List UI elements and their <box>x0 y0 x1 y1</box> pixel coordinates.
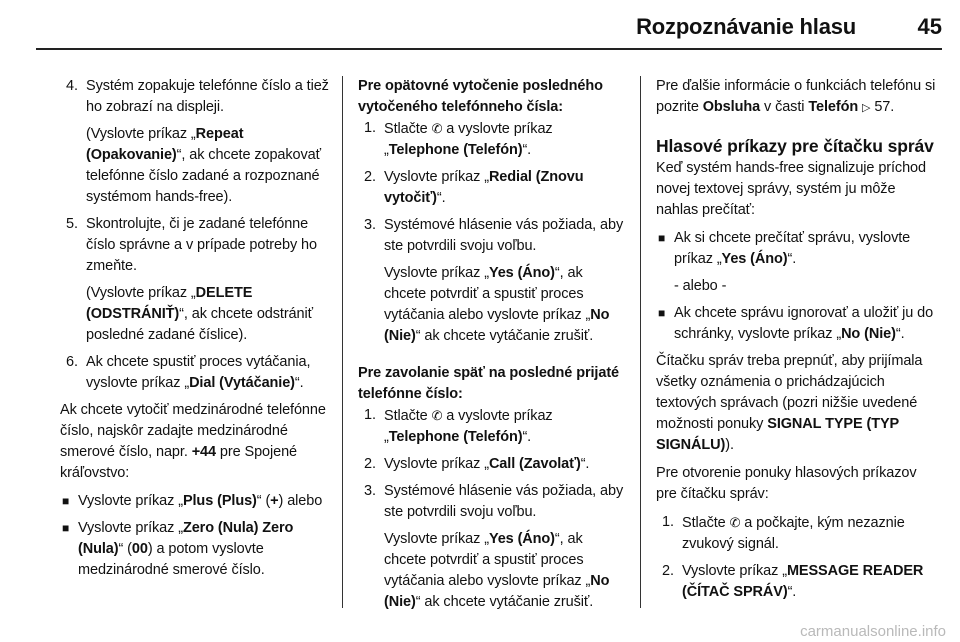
step-text: “. <box>436 190 446 206</box>
voice-command: DELETE (ODSTRÁNIŤ) <box>86 285 253 322</box>
step-text: Vyslovte príkaz „ <box>384 169 489 185</box>
international-paragraph <box>60 400 330 484</box>
step-number: 3. <box>364 483 376 499</box>
note-text: “, ak chcete zopakovať telefónne číslo zadané a rozpoznané systémom hands-free). <box>86 147 321 205</box>
step-number: 1. <box>364 407 376 423</box>
bullet-text: ) alebo <box>278 493 323 509</box>
watermark: carmanualsonline.info <box>800 623 946 640</box>
step-text: “. <box>522 429 532 445</box>
paragraph-text: v časti <box>760 99 809 115</box>
step-3-note <box>358 529 626 613</box>
section-heading: Pre opätovné vytočenie posledného vytočeného telefónneho čísla: <box>358 78 603 115</box>
voice-command: MESSAGE READER (ČÍTAČ SPRÁV) <box>682 563 924 600</box>
step-text: a vyslovte príkaz „ <box>384 408 553 445</box>
bullet-item <box>60 518 330 581</box>
bullet-text: “ ( <box>256 493 271 509</box>
paragraph: Keď systém hands-free signalizuje príchod novej textovej správy, systém ju môže nahlas prečítať: <box>656 160 926 218</box>
paragraph-text: pre Spojené kráľovstvo: <box>60 444 298 481</box>
bullet-item <box>656 228 938 270</box>
step-text: Systémové hlásenie vás požiada, aby ste potvrdili svoju voľbu. <box>384 217 624 254</box>
step-text: Skontrolujte, či je zadané telefónne číslo správne a v prípade potreby ho zmeňte. <box>86 216 317 274</box>
phone-icon: ✆ <box>431 408 443 423</box>
paragraph: Pre otvorenie ponuky hlasových príkazov pre čítačku správ: <box>656 465 917 502</box>
bullet-square-icon: ■ <box>62 521 70 535</box>
note-text: “ ak chcete vytáčanie zrušiť. <box>415 328 594 344</box>
column-3 <box>656 76 938 609</box>
step-number: 4. <box>66 78 78 94</box>
step-1 <box>656 512 938 555</box>
step-number: 2. <box>662 563 674 579</box>
column-1 <box>60 76 330 587</box>
step-3 <box>358 215 626 257</box>
voice-command: No (Nie) <box>384 573 610 610</box>
column-divider <box>640 76 641 608</box>
step-5 <box>60 214 330 277</box>
step-text: “. <box>522 142 532 158</box>
step-text: Stlačte <box>682 515 730 531</box>
bullet-text: “. <box>787 251 797 267</box>
voice-command: Yes (Áno) <box>721 251 788 267</box>
voice-command: Redial (Znovu vytočiť) <box>384 169 584 206</box>
page-reference-icon: ▷ <box>862 102 871 114</box>
header-rule <box>36 48 942 50</box>
bullet-text: ) a potom vyslovte medzinárodné smerové číslo. <box>78 541 265 578</box>
voice-command: Telephone (Telefón) <box>388 429 523 445</box>
paragraph-text: Pre ďalšie informácie o funkciách telefónu si pozrite <box>656 78 936 115</box>
voice-command: Yes (Áno) <box>488 265 555 281</box>
country-code: +44 <box>191 444 216 460</box>
phone-icon: ✆ <box>431 121 443 136</box>
voice-command: Yes (Áno) <box>488 531 555 547</box>
phone-icon: ✆ <box>729 515 741 530</box>
step-number: 3. <box>364 217 376 233</box>
step-3 <box>358 481 626 523</box>
voice-command: Plus (Plus) <box>182 493 257 509</box>
paragraph <box>656 351 938 456</box>
paragraph-text: 57. <box>870 99 895 115</box>
step-number: 1. <box>364 120 376 136</box>
step-2 <box>358 454 626 475</box>
bullet-square-icon: ■ <box>658 231 666 245</box>
reference-link: Telefón <box>808 99 859 115</box>
note-text: “, ak chcete potvrdiť a spustiť proces vytáčania alebo vyslovte príkaz „ <box>384 531 591 589</box>
menu-option: SIGNAL TYPE (TYP SIGNÁLU) <box>656 416 899 453</box>
paragraph-text: Čítačku správ treba prepnúť, aby prijímala všetky oznámenia o prichádzajúcich textových správach (pozri nižšie uvedené možnosti ponuky <box>656 353 923 432</box>
note-text: Vyslovte príkaz „ <box>384 531 489 547</box>
step-text: “. <box>294 375 304 391</box>
voice-command: No (Nie) <box>841 326 896 342</box>
step-4 <box>60 76 330 118</box>
step-text: Stlačte <box>384 121 432 137</box>
step-number: 1. <box>662 514 674 530</box>
column-2 <box>358 76 626 619</box>
voice-command: Call (Zavolať) <box>488 456 581 472</box>
paragraph-text: ). <box>725 437 734 453</box>
step-text: Ak chcete spustiť proces vytáčania, vyslovte príkaz „ <box>86 354 311 391</box>
bullet-item <box>60 491 330 512</box>
step-1 <box>358 405 626 448</box>
step-5-note <box>60 283 330 346</box>
step-text: Systém zopakuje telefónne číslo a tiež ho zobrazí na displeji. <box>86 78 329 115</box>
note-text: (Vyslovte príkaz „ <box>86 285 196 301</box>
step-text: “. <box>787 584 797 600</box>
bullet-square-icon: ■ <box>62 494 70 508</box>
step-2 <box>358 167 626 209</box>
bullet-text: Ak si chcete prečítať správu, vyslovte príkaz „ <box>674 230 911 267</box>
step-2 <box>656 561 938 603</box>
step-4-note <box>60 124 330 208</box>
step-text: a vyslovte príkaz „ <box>384 121 553 158</box>
step-1 <box>358 118 626 161</box>
step-number: 5. <box>66 216 78 232</box>
step-text: Vyslovte príkaz „ <box>682 563 787 579</box>
step-6 <box>60 352 330 394</box>
voice-command: No (Nie) <box>384 307 610 344</box>
symbol: + <box>270 493 279 509</box>
page-title: Rozpoznávanie hlasu <box>636 14 856 39</box>
intro-paragraph <box>656 76 938 119</box>
step-text: Stlačte <box>384 408 432 424</box>
column-divider <box>342 76 343 608</box>
bullet-square-icon: ■ <box>658 306 666 320</box>
symbol: 00 <box>131 541 148 557</box>
section-title: Hlasové príkazy pre čítačku správ <box>656 136 934 156</box>
step-text: a počkajte, kým nezaznie zvukový signál. <box>682 515 905 552</box>
reference-link: Obsluha <box>702 99 761 115</box>
voice-command: Repeat (Opakovanie) <box>86 126 244 163</box>
bullet-text: Vyslovte príkaz „ <box>78 493 183 509</box>
step-text: Vyslovte príkaz „ <box>384 456 489 472</box>
note-text: “, ak chcete odstrániť posledné zadané číslice). <box>86 306 313 343</box>
step-number: 2. <box>364 456 376 472</box>
voice-command: Dial (Vytáčanie) <box>189 375 295 391</box>
note-text: Vyslovte príkaz „ <box>384 265 489 281</box>
step-number: 6. <box>66 354 78 370</box>
note-text: (Vyslovte príkaz „ <box>86 126 196 142</box>
step-text: Systémové hlásenie vás požiada, aby ste potvrdili svoju voľbu. <box>384 483 624 520</box>
bullet-text: Vyslovte príkaz „ <box>78 520 183 536</box>
bullet-item <box>656 303 938 345</box>
step-text: “. <box>580 456 590 472</box>
step-3-note <box>358 263 626 347</box>
voice-command: Telephone (Telefón) <box>388 142 523 158</box>
note-text: “ ak chcete vytáčanie zrušiť. <box>415 594 594 610</box>
bullet-text: Ak chcete správu ignorovať a uložiť ju do schránky, vyslovte príkaz „ <box>674 305 934 342</box>
step-number: 2. <box>364 169 376 185</box>
note-text: “, ak chcete potvrdiť a spustiť proces vytáčania alebo vyslovte príkaz „ <box>384 265 591 323</box>
alternative-separator: - alebo - <box>674 278 727 294</box>
paragraph-text: Ak chcete vytočiť medzinárodné telefónne číslo, najskôr zadajte medzinárodné smerové číslo, napr. <box>60 402 326 460</box>
section-heading: Pre zavolanie späť na posledné prijaté telefónne číslo: <box>358 365 620 402</box>
bullet-text: “ ( <box>118 541 132 557</box>
page-number: 45 <box>917 14 942 39</box>
bullet-text: “. <box>895 326 905 342</box>
voice-command: Zero (Nula) Zero (Nula) <box>78 520 294 557</box>
